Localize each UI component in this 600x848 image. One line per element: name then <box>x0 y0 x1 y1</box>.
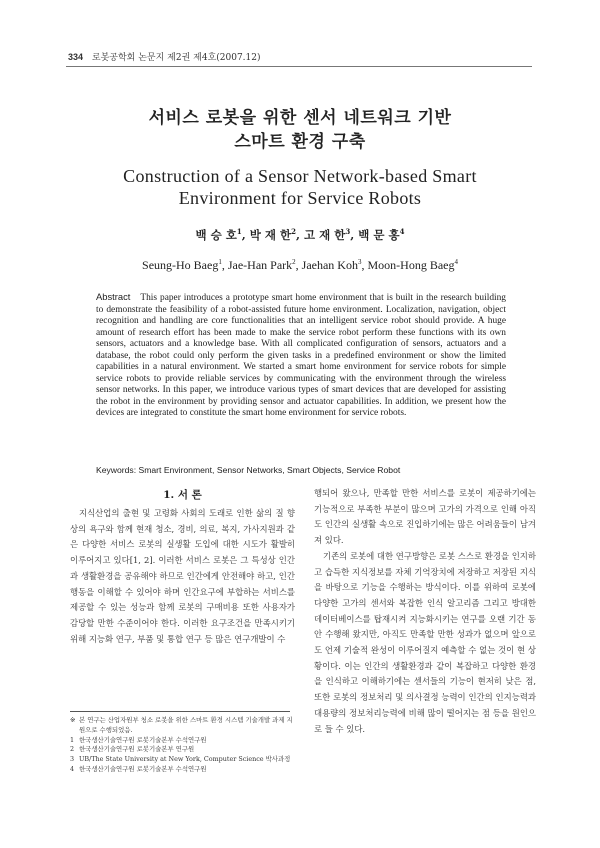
author-name: Jae-Han Park <box>227 258 293 272</box>
abstract-label: Abstract <box>96 291 131 302</box>
english-title-line-2: Environment for Service Robots <box>178 188 422 208</box>
korean-author-list: 백 승 호$^1$, 박 재 한$^2$, 고 재 한$^3$, 백 문 홍$^4$ <box>195 227 405 242</box>
author-name: 고 재 한 <box>304 228 346 242</box>
page-number: 334 <box>68 52 84 62</box>
header-rule <box>66 66 532 67</box>
footnote-mark: ※ <box>70 716 76 724</box>
footnote-text: 한국생산기술연구원 로봇기술본부 수석연구원 <box>79 735 207 744</box>
footnote-mark: 2 <box>70 745 75 754</box>
footnote-mark: 3 <box>70 755 75 764</box>
author-mark: 1 <box>218 258 222 266</box>
author-mark: 3 <box>357 258 362 266</box>
footnote-item <box>70 716 295 736</box>
keywords-line <box>96 465 516 475</box>
author-mark: 1 <box>236 227 242 237</box>
keywords-text: : Smart Environment, Sensor Networks, Smart Objects, Service Robot <box>133 465 401 475</box>
author-mark: 2 <box>292 258 296 266</box>
english-title-line-1: Construction of a Sensor Network-based Smart <box>123 166 477 186</box>
footnote-rule <box>70 711 290 712</box>
footnotes <box>70 716 295 775</box>
section-heading: 1. 서 론 <box>163 489 202 501</box>
english-author-list: Seung-Ho Baeg$^1$, Jae-Han Park$^2$, Jaehan Koh$^3$, Moon-Hong Baeg$^4$ <box>142 258 458 272</box>
journal-info: 로봇공학회 논문지 제2권 제4호(2007.12) <box>91 53 261 63</box>
footnote-item <box>70 765 295 775</box>
author-mark: 4 <box>454 258 458 266</box>
running-header <box>68 50 261 63</box>
left-column <box>70 506 295 647</box>
author-name: Moon-Hong Baeg <box>367 258 455 272</box>
abstract-text: This paper introduces a prototype smart home environment that is built in the research building to demonstrate the feasibility of a robot-assisted future home environment. Localization, navigation, object recognition and handling are core functionalities that an intelligent service robot should provide. A huge amount of research effort has been made to make the service robot perform these functions with its own sensors, actuators and a knowledge base. With all complicated configuration of sensors, actuators and a database, the robot could only perform the given tasks in a predefined environment or show the limited capabilities in a natural environment. We started a smart home environment for service robots for simple service robots to provide reliable services by communicating with the environment through the wireless sensor networks. In this paper, we introduce various types of smart devices that are developed for assisting the robot in the environment by providing sensor and actuator capabilities. In addition, we present how the devices are integrated to constitute the smart home environment for service robots. <box>96 293 506 418</box>
author-mark: 3 <box>345 227 351 237</box>
author-name: 백 문 홍 <box>358 228 400 242</box>
abstract-block <box>96 291 506 420</box>
author-mark: 2 <box>291 227 296 237</box>
footnote-text: 본 연구는 산업자원부 청소 로봇을 위한 스마트 환경 시스템 기술개발 과제 지원으로 수행되었음. <box>79 716 293 734</box>
footnote-item <box>70 736 295 746</box>
footnote-item <box>70 755 295 765</box>
footnote-mark: 4 <box>70 764 75 773</box>
footnote-item <box>70 745 295 755</box>
korean-title-line-2: 스마트 환경 구축 <box>234 132 366 152</box>
footnote-text: 한국생산기술연구원 로봇기술본부 연구원 <box>79 745 195 754</box>
author-name: 백 승 호 <box>195 228 237 242</box>
body-paragraph: 행되어 왔으나, 만족할 만한 서비스를 로봇이 제공하기에는 기능적으로 부족한 부분이 많으며 고가의 가격으로 인해 아직도 인간의 실생활 속으로 진입하기에는 많은 어려움들이 남겨져 있다. <box>314 488 536 546</box>
korean-title-line-1: 서비스 로봇을 위한 센서 네트워크 기반 <box>148 108 452 128</box>
footnote-text: UB/The State University at New York, Computer Science 박사과정 <box>79 755 291 764</box>
footnote-mark: 1 <box>70 735 75 744</box>
body-paragraph: 지식산업의 출현 및 고령화 사회의 도래로 인한 삶의 질 향상의 욕구와 함께 현재 청소, 경비, 의료, 복지, 가사지원과 같은 다양한 서비스 로봇의 실생활 도입에 대한 시도가 활발히 이루어지고 있다[1, 2]. 이러한 서비스 로봇은 그 특성상 인간과 생활환경을 공유해야 하므로 인간에게 안전해야 하고, 인간행동을 이해할 수 있어야 하며 인간요구에 부합하는 서비스를 제공할 수 있는 성능과 함께 로봇의 구매비용 또한 사용자가 감당할 만한 수준이어야 한다. 이러한 요구조건을 만족시키기 위해 지능화 연구, 부품 및 통합 연구 등 많은 연구개발이 수 <box>70 508 295 644</box>
author-name: Jaehan Koh <box>301 258 358 272</box>
footnote-text: 한국생산기술연구원 로봇기술본부 수석연구원 <box>79 764 207 773</box>
right-column <box>314 486 536 737</box>
body-paragraph: 기존의 로봇에 대한 연구방향은 로봇 스스로 환경을 인지하고 습득한 지식정보를 자체 기억장치에 저장하고 저장된 지식을 바탕으로 기능을 수행하는 방식이다. 이를 위하여 로봇에 다양한 고가의 센서와 복잡한 인식 알고리즘 그리고 방대한 데이터베이스를 탑재시켜 지능화시키는 연구를 오랜 기간 동안 수행해 왔지만, 아직도 만족할 만한 성과가 없으며 앞으로도 언제 기술적 완성이 이루어질지 예측할 수 없는 것이 현 상황이다. 이는 인간의 생활환경과 같이 복잡하고 다양한 환경을 인식하고 이해하기에는 센서들의 기능이 현저히 낮은 점, 또한 로봇의 정보처리 및 의사결정 능력이 인간의 인지능력과 대용량의 정보처리능력에 비해 많이 떨어지는 점 등을 원인으로 들 수 있다. <box>314 550 536 734</box>
author-name: 박 재 한 <box>249 228 292 242</box>
keywords-label: Keywords <box>96 465 134 475</box>
author-name: Seung-Ho Baeg <box>142 258 219 272</box>
author-mark: 4 <box>399 227 405 237</box>
